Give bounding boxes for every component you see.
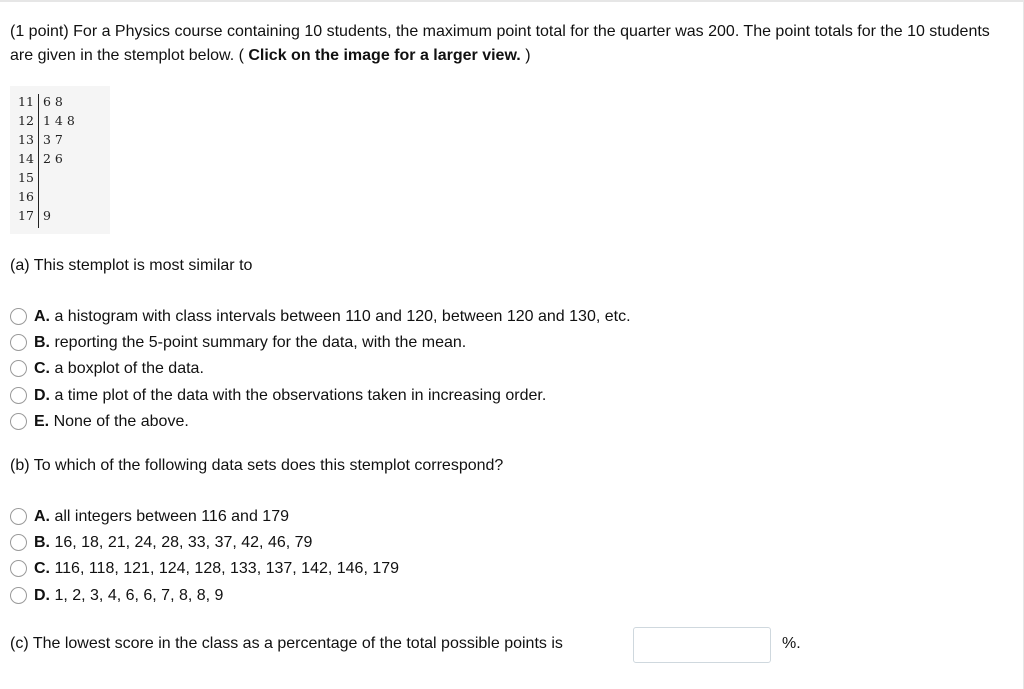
- option-letter: E.: [34, 413, 50, 430]
- percent-unit: %.: [782, 635, 801, 652]
- option-letter: D.: [34, 587, 50, 604]
- option-letter: A.: [34, 508, 50, 525]
- larger-view-link[interactable]: Click on the image for a larger view.: [248, 47, 521, 64]
- radio-button[interactable]: [10, 508, 27, 525]
- leaf-values: 1 4 8: [43, 113, 75, 128]
- stemplot-row: [10, 130, 110, 149]
- radio-button[interactable]: [10, 534, 27, 551]
- part-a-prompt: (a) This stemplot is most similar to: [10, 257, 253, 274]
- radio-button[interactable]: [10, 560, 27, 577]
- option-text: 16, 18, 21, 24, 28, 33, 37, 42, 46, 79: [50, 534, 313, 551]
- option-text: 116, 118, 121, 124, 128, 133, 137, 142, 146, 179: [50, 560, 400, 577]
- intro-after: ): [520, 47, 531, 64]
- option-letter: C.: [34, 560, 50, 577]
- option-letter: A.: [34, 308, 50, 325]
- option-letter: D.: [34, 387, 50, 404]
- option-text: 1, 2, 3, 4, 6, 6, 7, 8, 8, 9: [50, 587, 224, 604]
- part-c-prompt: (c) The lowest score in the class as a percentage of the total possible points is: [10, 635, 563, 652]
- stem-value: 15: [18, 170, 34, 185]
- leaf-values: 2 6: [43, 151, 63, 166]
- option-letter: C.: [34, 360, 50, 377]
- stem-value: 13: [18, 132, 34, 147]
- percentage-answer-input[interactable]: [633, 627, 771, 663]
- radio-button[interactable]: [10, 587, 27, 604]
- option-text: a boxplot of the data.: [50, 360, 204, 377]
- stemplot-row: [10, 92, 110, 111]
- option-text: None of the above.: [49, 413, 189, 430]
- option-text: a time plot of the data with the observations taken in increasing order.: [50, 387, 547, 404]
- radio-button[interactable]: [10, 308, 27, 325]
- leaf-values: 9: [43, 208, 51, 223]
- stemplot-row: [10, 187, 110, 206]
- option-text: all integers between 116 and 179: [50, 508, 289, 525]
- stem-value: 12: [18, 113, 34, 128]
- radio-button[interactable]: [10, 360, 27, 377]
- leaf-values: 3 7: [43, 132, 63, 147]
- stemplot-row: [10, 149, 110, 168]
- problem-intro: [10, 20, 1015, 68]
- intro-text: (1 point) For a Physics course containing 10 students, the maximum point total for the quarter was 200. The point totals for the 10 students are given in the stemplot below. (: [10, 23, 990, 64]
- leaf-values: 6 8: [43, 94, 63, 109]
- radio-button[interactable]: [10, 334, 27, 351]
- stem-value: 17: [18, 208, 34, 223]
- stem-value: 16: [18, 189, 34, 204]
- top-divider: [0, 0, 1024, 2]
- stemplot-row: [10, 111, 110, 130]
- stemplot-image[interactable]: [10, 86, 110, 234]
- part-b-prompt: (b) To which of the following data sets does this stemplot correspond?: [10, 457, 504, 474]
- radio-button[interactable]: [10, 387, 27, 404]
- stem-value: 11: [18, 94, 34, 109]
- radio-button[interactable]: [10, 413, 27, 430]
- option-text: a histogram with class intervals between 110 and 120, between 120 and 130, etc.: [50, 308, 631, 325]
- stemplot-row: [10, 206, 110, 225]
- stem-value: 14: [18, 151, 34, 166]
- stemplot-row: [10, 168, 110, 187]
- option-letter: B.: [34, 534, 50, 551]
- option-letter: B.: [34, 334, 50, 351]
- option-text: reporting the 5-point summary for the data, with the mean.: [50, 334, 467, 351]
